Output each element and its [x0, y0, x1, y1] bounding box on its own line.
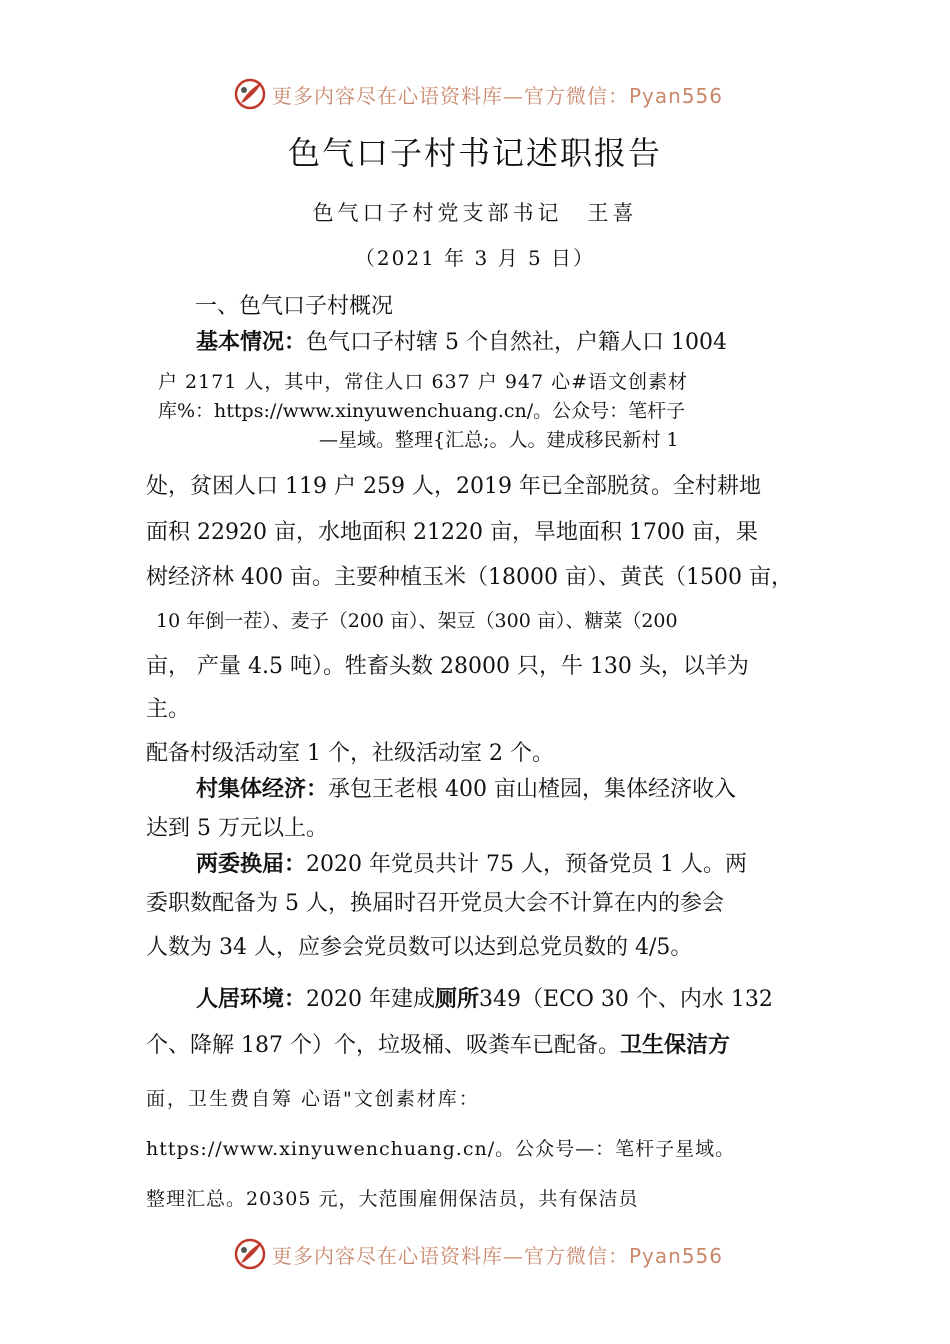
paragraph-line: 达到 5 万元以上。 — [146, 816, 328, 841]
paragraph-line: 整理汇总。20305 元，大范围雇佣保洁员，共有保洁员 — [146, 1188, 639, 1210]
paragraph-line: 户 2171 人，其中，常住人口 637 户 947 心#语文创素材 — [158, 371, 689, 393]
date-line: （2021 年 3 月 5 日） — [354, 246, 596, 270]
paragraph-line: 基本情况：色气口子村辖 5 个自然社，户籍人口 1004 — [196, 330, 727, 355]
paragraph-line: 面积 22920 亩，水地面积 21220 亩，旱地面积 1700 亩，果 — [146, 520, 758, 545]
page-title: 色气口子村书记述职报告 — [287, 134, 662, 172]
paragraph-line: 亩， 产量 4.5 吨）。牲畜头数 28000 只，牛 130 头，以羊为 — [146, 654, 749, 679]
paragraph-line: https://www.xinyuwenchuang.cn/。公众号—：笔杆子星域。 — [146, 1138, 736, 1160]
paragraph-line: 库%：https://www.xinyuwenchuang.cn/。公众号：笔杆子 — [158, 400, 686, 422]
paragraph-line: 个、降解 187 个）个，垃圾桶、吸粪车已配备。卫生保洁方 — [146, 1033, 730, 1058]
paragraph-line: 两委换届：2020 年党员共计 75 人，预备党员 1 人。两 — [196, 852, 747, 877]
paragraph-line: 面，卫生费自筹 心语"文创素材库： — [146, 1088, 480, 1110]
watermark-banner-bottom — [232, 1234, 723, 1274]
watermark-text: 更多内容尽在心语资料库—官方微信：Pyan556 — [272, 1243, 724, 1268]
paragraph-line: 配备村级活动室 1 个，社级活动室 2 个。 — [146, 741, 554, 766]
paragraph-line: 人数为 34 人，应参会党员数可以达到总党员数的 4/5。 — [146, 935, 693, 960]
quill-logo-icon — [232, 1236, 268, 1272]
watermark-banner-top — [232, 74, 723, 114]
section-heading: 一、色气口子村概况 — [195, 294, 394, 319]
paragraph-line: 村集体经济：承包王老根 400 亩山楂园，集体经济收入 — [196, 777, 736, 802]
paragraph-line: 树经济林 400 亩。主要种植玉米（18000 亩）、黄芪（1500 亩， — [146, 565, 793, 590]
paragraph-line: 委职数配备为 5 人，换届时召开党员大会不计算在内的参会 — [146, 891, 724, 916]
paragraph-line: 处，贫困人口 119 户 259 人，2019 年已全部脱贫。全村耕地 — [146, 474, 761, 499]
author-line: 色气口子村党支部书记 王喜 — [312, 201, 638, 225]
quill-logo-icon — [232, 76, 268, 112]
paragraph-line: —星域。整理{汇总;。人。建成移民新村 1 — [319, 429, 679, 451]
paragraph-line: 10 年倒一茬）、麦子（200 亩）、架豆（300 亩）、糖菜（200 — [156, 610, 678, 632]
paragraph-line: 主。 — [146, 697, 191, 722]
watermark-text: 更多内容尽在心语资料库—官方微信：Pyan556 — [272, 83, 724, 108]
paragraph-line: 人居环境：2020 年建成厕所349（ECO 30 个、内水 132 — [196, 987, 773, 1012]
